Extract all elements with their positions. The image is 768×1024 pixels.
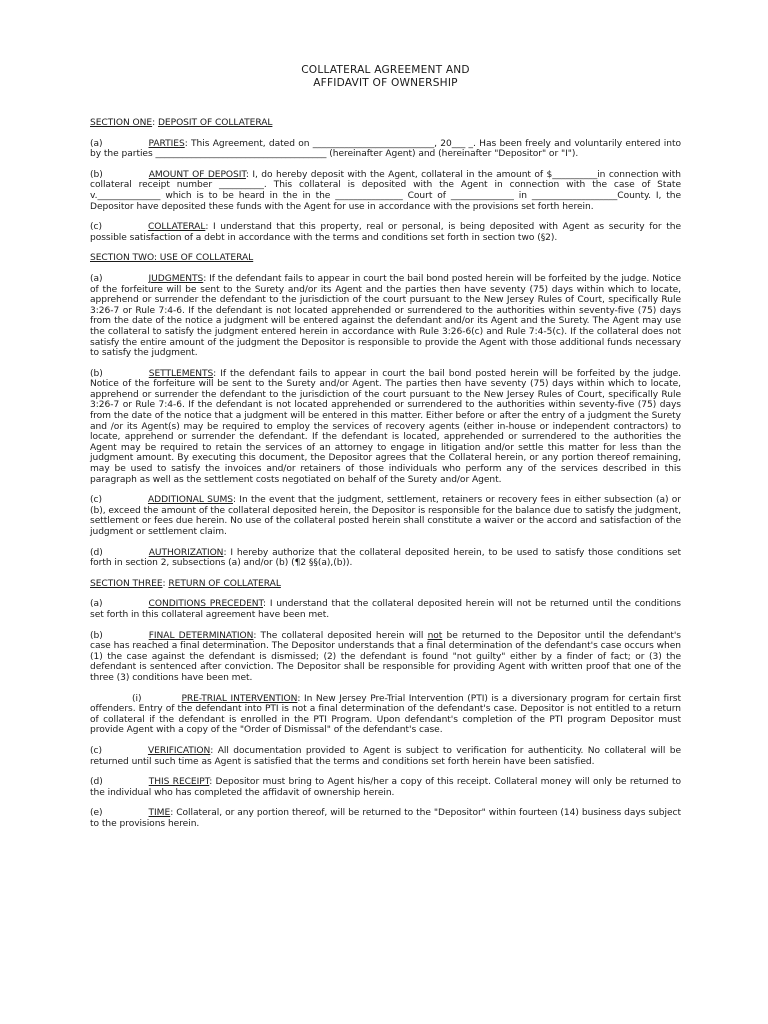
title-line-2: AFFIDAVIT OF OWNERSHIP bbox=[313, 76, 458, 89]
document-page bbox=[90, 64, 681, 839]
section-one-heading bbox=[90, 118, 681, 129]
section-one-title: DEPOSIT OF COLLATERAL bbox=[157, 118, 273, 128]
section-three-prefix: SECTION THREE bbox=[90, 578, 163, 589]
clause-text: : I understand that this property, real or personal, is being deposited with Agent as security for the possible satisfaction of a debt in accordance with the terms and conditions set forth in section two (§2). bbox=[90, 222, 681, 243]
clause-text: : In New Jersey Pre-Trial Intervention (PTI) is a diversionary program for certain first offenders. Entry of the defendant into PTI is not a final determination of the defendant's case. Depositor is not entitled to a return of collateral if the defendant is enrolled in the PTI Program. Upon defendant's completion of the PTI program Depositor must provide Agent with a copy of the "Order of Dismissal" of the defendant's case. bbox=[90, 693, 682, 736]
clause-label: (b) bbox=[90, 169, 103, 180]
clause-label: (b) bbox=[90, 630, 103, 641]
clause-label: (e) bbox=[90, 808, 103, 819]
clause-term: FINAL DETERMINATION bbox=[148, 630, 254, 641]
clause-term: JUDGMENTS bbox=[148, 273, 204, 284]
clause-3a-conditions-precedent bbox=[90, 599, 681, 620]
clause-text-not: not bbox=[427, 630, 443, 641]
clause-label: (i) bbox=[132, 693, 142, 704]
clause-text: : In the event that the judgment, settlement, retainers or recovery fees in either subsection (a) or (b), exceed the amount of the collateral deposited herein, the Depositor is responsible for the balance due to satisfy the judgment, settlement or fees due herein. No use of the collateral posted herein shall constitute a waiver or the accord and satisfaction of the judgment or settlement claim. bbox=[90, 495, 681, 537]
clause-label: (a) bbox=[90, 273, 103, 284]
clause-term: CONDITIONS PRECEDENT bbox=[148, 599, 264, 610]
clause-term: VERIFICATION bbox=[147, 745, 211, 756]
section-two-heading: SECTION TWO: USE OF COLLATERAL bbox=[90, 253, 254, 264]
clause-term: ADDITIONAL SUMS bbox=[147, 495, 233, 506]
clause-1b-amount-of-deposit bbox=[90, 170, 681, 212]
clause-label: (d) bbox=[90, 777, 103, 788]
clause-text-post: be returned to the Depositor until the defendant's case has reached a final determination. The Depositor understands that a final determination of the defendant's case occurs when (1) the case against the defendant is dismissed; (2) the defendant is found "not guilty" either by a finder of fact; or (3) the defendant is sentenced after conviction. The Depositor shall be responsible for providing Agent with written proof that one of the three (3) conditions have been met. bbox=[90, 630, 681, 683]
clause-text: : Collateral, or any portion thereof, will be returned to the "Depositor" within fourteen (14) business days subject to the provisions herein. bbox=[90, 808, 681, 829]
clause-term: PARTIES bbox=[148, 138, 185, 149]
clause-1c-collateral bbox=[90, 222, 681, 243]
clause-text: : This Agreement, dated on ___________________________, 20___ _. Has been freely and voluntarily entered into by the parties ______________________________________ (hereinafter Agent) and (hereinafter "Depositor" or "I"). bbox=[90, 138, 681, 160]
clause-label: (c) bbox=[90, 745, 102, 756]
clause-2a-judgments bbox=[90, 274, 681, 359]
clause-label: (a) bbox=[90, 599, 103, 610]
clause-2b-settlements bbox=[90, 369, 681, 486]
clause-3e-time bbox=[90, 808, 681, 829]
clause-text: : All documentation provided to Agent is subject to verification for authenticity. No collateral will be returned until such time as Agent is satisfied that the terms and conditions set forth herein have been satisfied. bbox=[90, 745, 681, 767]
clause-term: TIME bbox=[148, 808, 171, 819]
clause-2c-additional-sums bbox=[90, 495, 681, 537]
clause-text: : I, do hereby deposit with the Agent, collateral in the amount of $__________in connection with collateral receipt number __________. This collateral is deposited with the Agent in connection with the case of State v.______________ which is to be heard in the in the _______________ Court of ______________ in ___________________County. I, the Depositor have deposited these funds with the Agent for use in accordance with the provisions set forth herein. bbox=[90, 169, 681, 212]
clause-3c-verification bbox=[90, 746, 681, 767]
clause-term: PRE-TRIAL INTERVENTION bbox=[181, 693, 298, 704]
clause-term: SETTLEMENTS bbox=[148, 368, 214, 379]
clause-text: : I hereby authorize that the collateral deposited herein, to be used to satisfy those conditions set forth in section 2, subsections (a) and/or (b) (¶2 §§(a),(b)). bbox=[90, 547, 681, 569]
clause-text-pre: : The collateral deposited herein will bbox=[253, 630, 428, 641]
title-line-1: COLLATERAL AGREEMENT AND bbox=[301, 64, 470, 76]
clause-label: (c) bbox=[90, 495, 102, 506]
clause-label: (d) bbox=[90, 547, 103, 558]
clause-term: COLLATERAL bbox=[147, 222, 206, 233]
clause-term: THIS RECEIPT bbox=[148, 777, 210, 788]
clause-text: : If the defendant fails to appear in court the bail bond posted herein will be forfeited by the judge. Notice of the forfeiture will be sent to the Surety and/or Agent. The parties then have seventy (75) days within which to locate, apprehend or surrender the defendant to the jurisdiction of the court pursuant to the New Jersey Rules of Court, specifically Rule 3:26-7 or Rule 7:4-6. If the defendant is not located apprehended or surrendered to the authorities within seventy-five (75) days from the date of the notice that a judgment will be entered in this matter. Either before or after the entry of a judgment the Surety and /or its Agent(s) may be required to employ the services of recovery agents (either in-house or independent contractors) to locate, apprehend or surrender the defendant. If the defendant is located, apprehended or surrendered to the authorities the Agent may be required to retain the services of an attorney to engage in litigation and/or settle this matter for less than the judgment amount. By executing this document, the Depositor agrees that the Collateral herein, or any portion thereof remaining, may be used to satisfy the invoices and/or retainers of those individuals who perform any of the services described in this paragraph as well as the settlement costs negotiated on behalf of the Surety and/or Agent. bbox=[90, 368, 681, 485]
section-one-sep: : bbox=[152, 118, 158, 128]
document-title bbox=[90, 64, 681, 89]
clause-3d-this-receipt bbox=[90, 777, 681, 798]
clause-term: AUTHORIZATION bbox=[148, 547, 224, 558]
section-one-prefix: SECTION ONE bbox=[90, 118, 153, 128]
clause-3b-final-determination bbox=[90, 631, 681, 684]
clause-2d-authorization bbox=[90, 548, 681, 569]
clause-term: AMOUNT OF DEPOSIT bbox=[148, 169, 246, 180]
section-three-title: RETURN OF COLLATERAL bbox=[168, 578, 281, 589]
clause-text: : Depositor must bring to Agent his/her a copy of this receipt. Collateral money will only be returned to the individual who has completed the affidavit of ownership herein. bbox=[90, 777, 681, 798]
clause-text: : I understand that the collateral deposited herein will not be returned until the conditions set forth in this collateral agreement have been met. bbox=[90, 599, 681, 620]
clause-label: (c) bbox=[90, 222, 102, 233]
section-three-heading bbox=[90, 579, 681, 590]
clause-text: : If the defendant fails to appear in court the bail bond posted herein will be forfeited by the judge. Notice of the forfeiture will be sent to the Surety and/or its Agent and the parties then have seventy (75) days within which to locate, apprehend or surrender the defendant to the jurisdiction of the court pursuant to the New Jersey Rules of Court, specifically Rule 3:26-7 or Rule 7:4-6. If the defendant is not located apprehended or surrendered to the authorities within seventy-five (75) days from the date of the notice a judgment will be entered against the defendant and/or its Agent and the Surety. The Agent may use the collateral to satisfy the judgment entered herein in accordance with Rule 3:26-6(c) and Rule 7:4-5(c). If the collateral does not satisfy the entire amount of the judgment the Depositor is responsible to provide the Agent with those additional funds necessary to satisfy the judgment. bbox=[90, 273, 681, 359]
clause-3bi-pre-trial-intervention bbox=[90, 694, 681, 736]
section-three-sep: : bbox=[162, 578, 169, 589]
clause-label: (b) bbox=[90, 368, 103, 379]
clause-label: (a) bbox=[90, 138, 103, 149]
clause-1a-parties bbox=[90, 139, 681, 160]
